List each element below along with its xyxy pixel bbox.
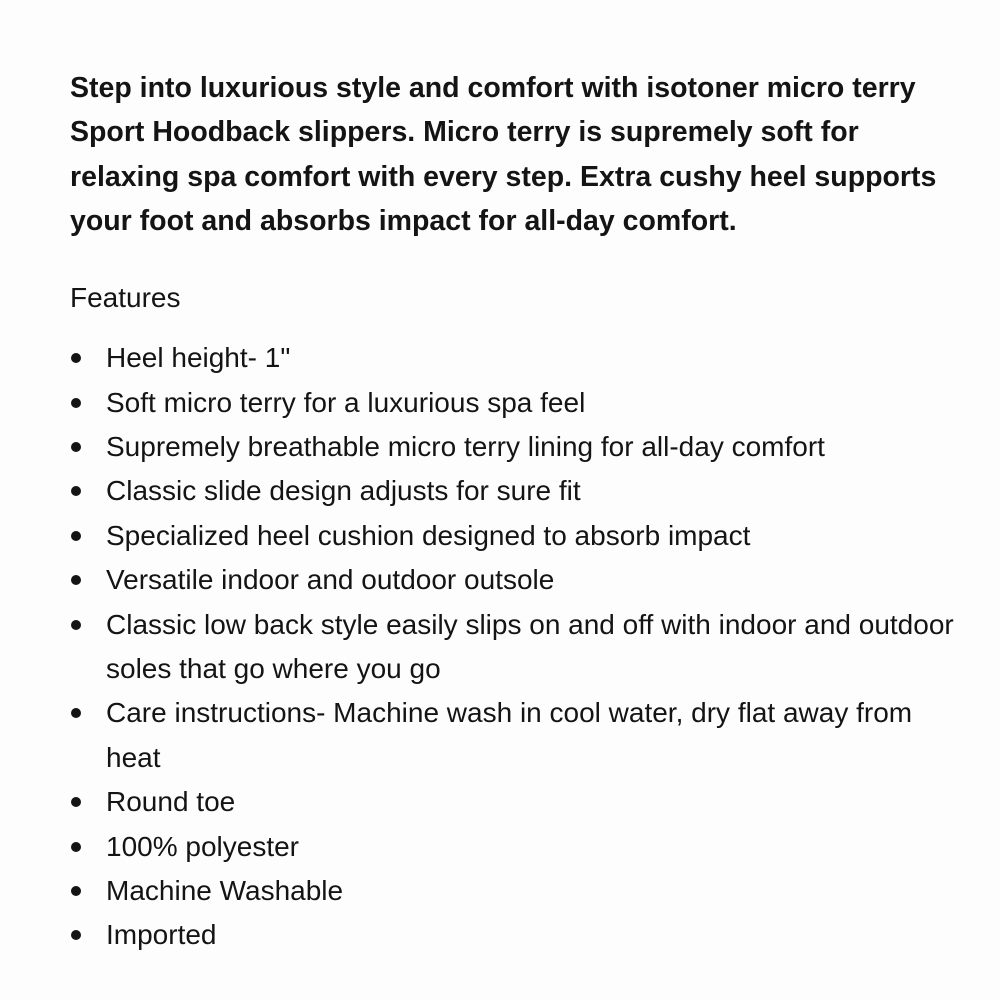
product-intro-text: Step into luxurious style and comfort with isotoner micro terry Sport Hoodback slippers. Micro terry is supremely soft for relaxing spa comfort with every step. Extra cushy heel supports your foot and absorbs impact for all-day comfort.	[70, 72, 937, 237]
feature-text: Classic slide design adjusts for sure fit	[106, 475, 581, 507]
feature-text: Supremely breathable micro terry lining for all-day comfort	[106, 431, 825, 462]
feature-text: Machine Washable	[106, 875, 344, 907]
feature-text: Specialized heel cushion designed to absorb impact	[106, 519, 751, 551]
feature-item	[70, 469, 960, 513]
feature-text: Classic low back style easily slips on and off with indoor and outdoor soles that go where you go	[106, 608, 954, 685]
feature-item	[70, 691, 960, 780]
feature-text: Versatile indoor and outdoor outsole	[106, 564, 555, 596]
bullet-icon	[71, 531, 81, 541]
bullet-icon	[71, 620, 81, 630]
bullet-icon	[71, 442, 81, 452]
bullet-icon	[71, 353, 81, 363]
bullet-icon	[71, 708, 81, 718]
feature-item	[70, 558, 960, 602]
feature-item	[70, 514, 960, 558]
feature-text: Round toe	[106, 786, 236, 818]
features-heading: Features	[70, 282, 181, 314]
feature-text: 100% polyester	[106, 830, 300, 862]
feature-item	[70, 869, 960, 913]
feature-text: Care instructions- Machine wash in cool water, dry flat away from heat	[106, 697, 913, 773]
feature-item	[70, 825, 960, 869]
feature-item	[70, 425, 960, 469]
feature-item	[70, 336, 960, 380]
bullet-icon	[71, 797, 81, 807]
feature-text: Heel height- 1"	[106, 342, 291, 374]
feature-text: Imported	[106, 919, 217, 951]
feature-item	[70, 780, 960, 824]
bullet-icon	[71, 842, 81, 852]
features-list	[70, 336, 960, 958]
feature-text: Soft micro terry for a luxurious spa feel	[106, 386, 586, 418]
bullet-icon	[71, 886, 81, 896]
bullet-icon	[71, 486, 81, 496]
feature-item	[70, 381, 960, 425]
feature-item	[70, 603, 960, 692]
bullet-icon	[71, 575, 81, 585]
bullet-icon	[71, 398, 81, 408]
bullet-icon	[71, 930, 81, 940]
feature-item	[70, 913, 960, 957]
